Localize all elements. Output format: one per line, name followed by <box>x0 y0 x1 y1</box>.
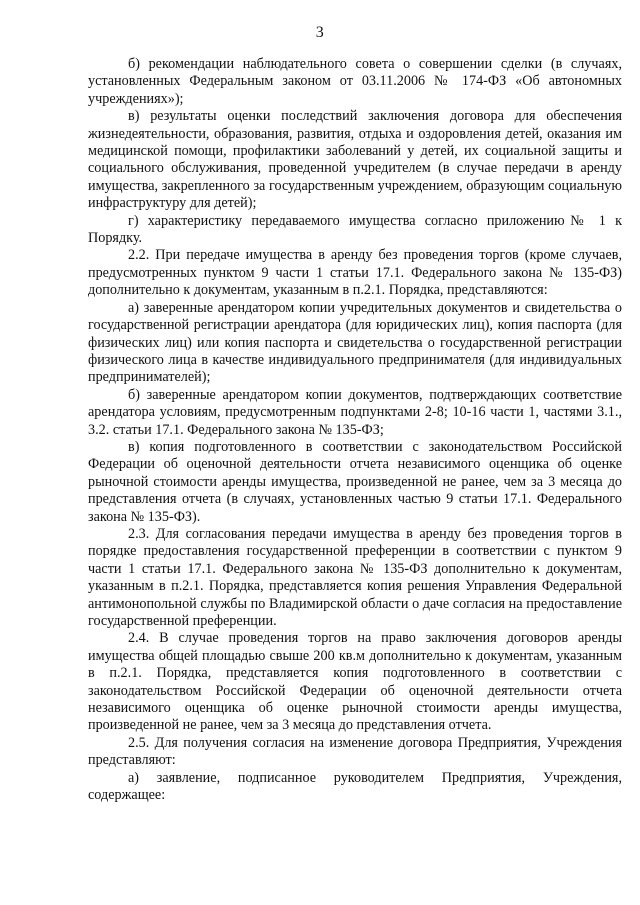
paragraph-2-2: 2.2. При передаче имущества в аренду без проведения торгов (кроме случаев, предусмотренных пунктом 9 части 1 статьи 17.1. Федерального закона № 135-ФЗ) дополнительно к документам, указанным в п.2.1. Порядка, представляются: <box>88 247 622 299</box>
paragraph-1v: в) результаты оценки последствий заключения договора для обеспечения жизнедеятельности, образования, развития, отдыха и оздоровления детей, оказания им медицинской помощи, профилактики заболеваний у детей, их социальной защиты и социального обслуживания, проведенной учредителем (в случае передачи в аренду имущества, закрепленного за государственным учреждением, образующим социальную инфраструктуру для детей); <box>88 108 622 212</box>
paragraph-2-2-a: а) заверенные арендатором копии учредительных документов и свидетельства о государственной регистрации арендатора (для юридических лиц), копия паспорта (для физических лиц) или копия паспорта и свидетельства о государственной регистрации физического лица в качестве индивидуального предпринимателя (для индивидуальных предпринимателей); <box>88 299 622 386</box>
paragraph-2-5: 2.5. Для получения согласия на изменение договора Предприятия, Учреждения представляют: <box>88 734 622 769</box>
paragraph-2-2-b: б) заверенные арендатором копии документов, подтверждающих соответствие арендатора условиям, предусмотренным подпунктами 2-8; 10-16 части 1, частями 3.1., 3.2. статьи 17.1. Федерального закона № 135-ФЗ; <box>88 386 622 438</box>
paragraph-2-3: 2.3. Для согласования передачи имущества в аренду без проведения торгов в порядке предоставления государственной преференции в соответствии с пунктом 9 части 1 статьи 17.1. Федерального закона № 135-ФЗ дополнительно к документам, указанным в п.2.1. Порядка, представляется копия решения Управления Федеральной антимонопольной службы по Владимирской области о даче согласия на предоставление государственной преференции. <box>88 525 622 629</box>
paragraph-2-4: 2.4. В случае проведения торгов на право заключения договоров аренды имущества общей площадью свыше 200 кв.м дополнительно к документам, указанным в п.2.1. Порядка, представляется копия подготовленного в соответствии с законодательством Российской Федерации об оценочной деятельности отчета независимого оценщика об оценке рыночной стоимости аренды имущества, произведенной не ранее, чем за 3 месяца до представления отчета. <box>88 630 622 734</box>
paragraph-2-5-a: а) заявление, подписанное руководителем Предприятия, Учреждения, содержащее: <box>88 769 622 804</box>
paragraph-1g: г) характеристику передаваемого имущества согласно приложению№ 1 к Порядку. <box>88 212 622 247</box>
document-body <box>88 56 622 804</box>
paragraph-1b: б) рекомендации наблюдательного совета о совершении сделки (в случаях, установленных Федеральным законом от 03.11.2006 № 174-ФЗ «Об автономных учреждениях»); <box>88 56 622 107</box>
page-number: 3 <box>315 24 325 41</box>
paragraph-2-2-v: в) копия подготовленного в соответствии с законодательством Российской Федерации об оценочной деятельности отчета независимого оценщика об оценке рыночной стоимости аренды имущества, произведенной не ранее, чем за 3 месяца до представления отчета (в случаях, установленных частью 9 статьи 17.1. Федерального закона № 135-ФЗ). <box>88 438 622 525</box>
